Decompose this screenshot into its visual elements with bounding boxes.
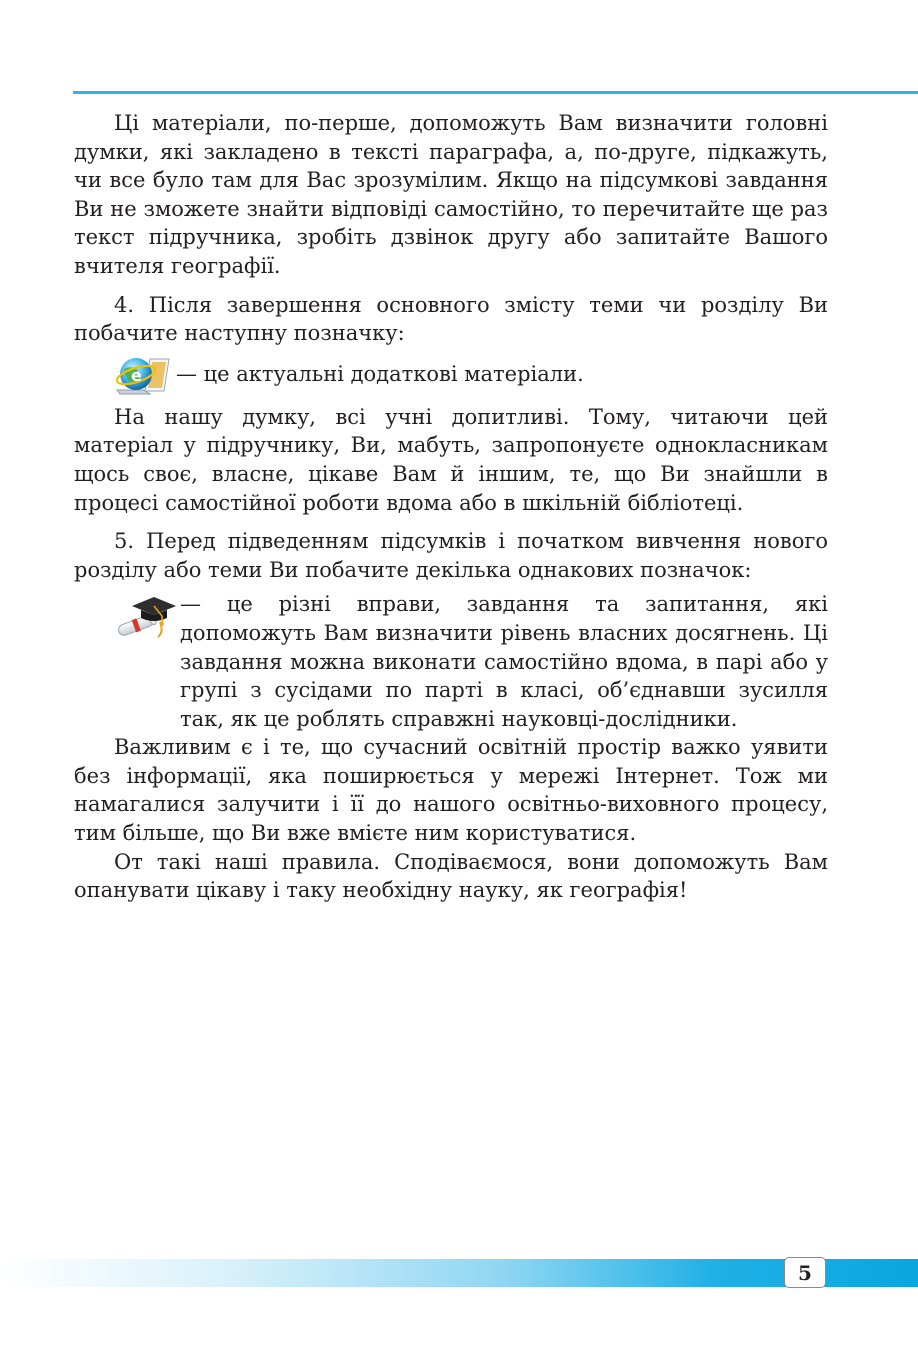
paragraph-rules-closing: От такі наші правила. Сподіваємося, вони допоможуть Вам опанувати цікаву і таку необхідну науку, як географія!: [74, 849, 828, 903]
marker-exercises: [74, 590, 828, 733]
paragraph-internet: Важливим є і те, що сучасний освітній простір важко уявити без інформації, яка поширюється у мережі Інтернет. Тож ми намагалися залучити і її до нашого освітньо-виховного процесу, тим більше, що Ви вже вмієте ним користуватися.: [74, 735, 828, 846]
paragraph-materials: Ці матеріали, по-перше, допоможуть Вам визначити головні думки, які закладено в тексті параграфа, а, по-друге, підкажуть, чи все було там для Вас зрозумілим. Якщо на підсумкові завдання Ви не зможете знайти відповіді самостійно, то перечитайте ще раз текст підручника, зробіть дзвінок другу або запитайте Вашого вчителя географії.: [74, 111, 828, 278]
header-rule: [73, 91, 918, 94]
svg-text:e: e: [131, 365, 142, 385]
paragraph-item-5: 5. Перед підведенням підсумків і початком вивчення нового розділу або теми Ви побачите декілька однакових позначок:: [74, 529, 828, 582]
paragraph-curious-students: На нашу думку, всі учні допитливі. Тому, читаючи цей матеріал у підручнику, Ви, мабуть, запропонуєте однокласникам щось своє, власне, цікаве Вам й іншим, те, що Ви знайшли в процесі самостійної роботи вдома або в шкільній бібліотеці.: [74, 404, 828, 515]
internet-globe-icon: [114, 353, 172, 397]
marker-additional-materials-text: — це актуальні додаткові матеріали.: [176, 362, 584, 387]
graduation-cap-diploma-icon: [114, 592, 176, 640]
marker-additional-materials: [114, 353, 828, 397]
marker-exercises-text: — це різні вправи, завдання та запитання, які допоможуть Вам визначити рівень власних досягнень. Ці завдання можна виконати самостійно вдома, в парі або у групі з сусідами по парті в класі, об’єднавши зусилля так, як це роблять справжні науковці-дослідники.: [180, 592, 828, 731]
footer-band: [0, 1259, 918, 1287]
page-body: [74, 109, 828, 905]
paragraph-item-4: 4. Після завершення основного змісту теми чи розділу Ви побачите наступну позначку:: [74, 292, 828, 346]
page-number: 5: [784, 1257, 826, 1288]
